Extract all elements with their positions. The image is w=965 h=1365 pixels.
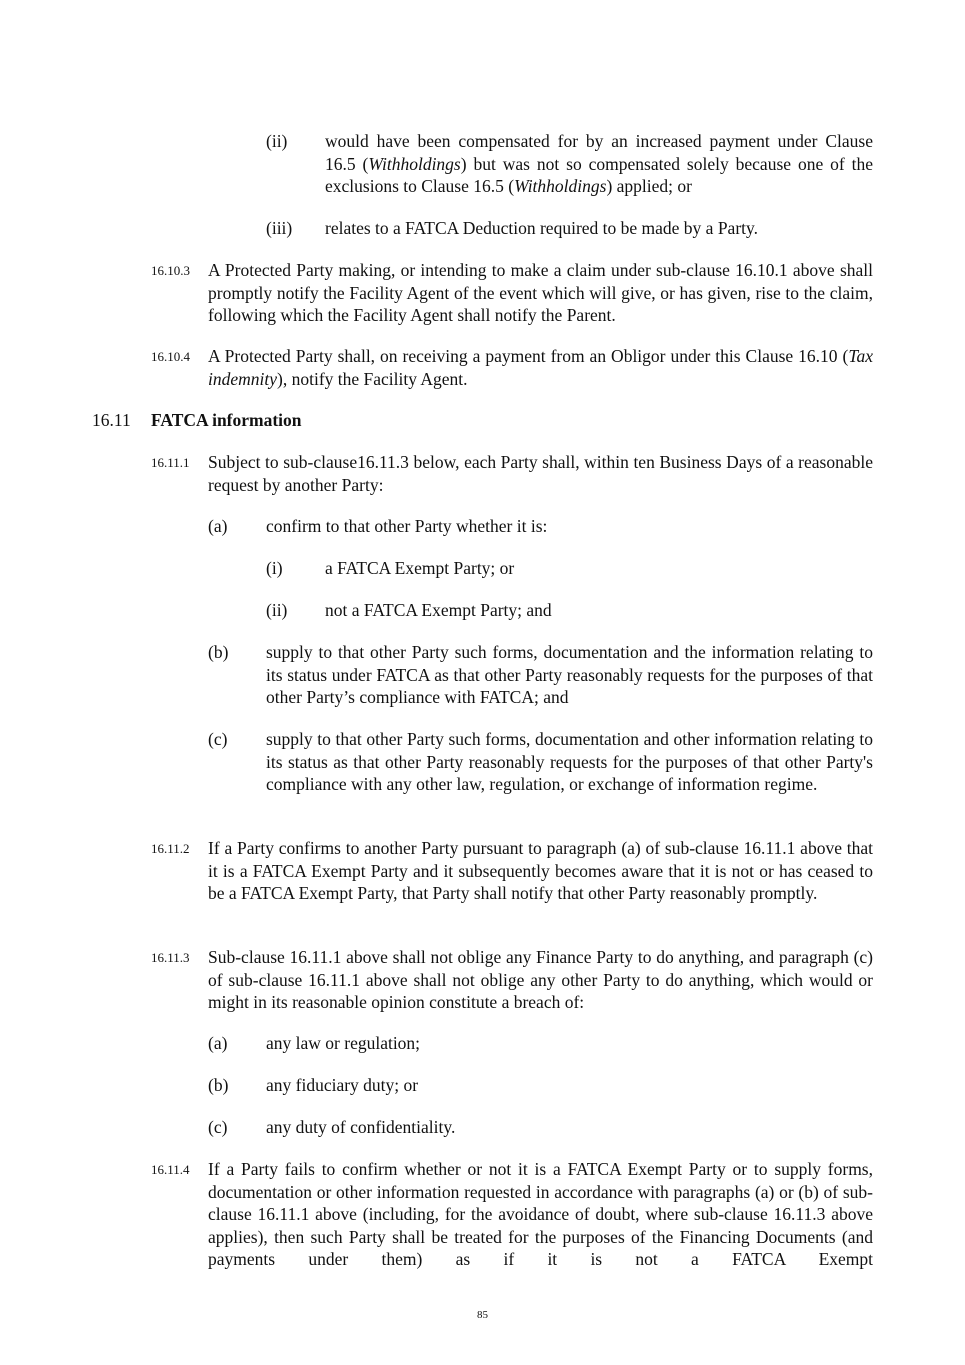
clause-16-11-1-a-ii-text: not a FATCA Exempt Party; and [325,600,552,620]
clause-16-11-1-c-text: supply to that other Party such forms, documentation and other information relating to its status as that other Party reasonably requests for the purposes of that other Party's compliance with any other law, regulation, or exchange of information regime. [266,729,873,794]
clause-16-11-1-a-i-text: a FATCA Exempt Party; or [325,558,515,578]
clause-16-11-1-b-text: supply to that other Party such forms, documentation and the information relating to its status under FATCA as that other Party reasonably requests for the purposes of that other Party’s compliance with FATCA; and [266,642,873,707]
item-ii-text: would have been compensated for by an increased payment under Clause 16.5 (Withholdings) but was not so compensated solely because one of the exclusions to Clause 16.5 (Withholdings) applied; or [325,131,873,196]
clause-16-11-3-b-label: (b) [208,1075,229,1095]
clause-16-11-1-a-i-label: (i) [266,558,283,578]
section-16-11-title: FATCA information [151,410,302,430]
item-ii-label: (ii) [266,131,288,151]
withholdings-ref-1: Withholdings [368,153,461,174]
clause-16-11-1-a-label: (a) [208,516,228,536]
withholdings-ref-2: Withholdings [514,176,607,196]
clause-16-11-1-b-label: (b) [208,642,229,662]
clause-16-11-4-text: If a Party fails to confirm whether or not it is a FATCA Exempt Party or to supply forms, documentation or other information requested in accordance with paragraphs (a) or (b) of sub-clause 16.11.1 above (including, for the avoidance of doubt, where sub-clause 16.11.3 above applies), then such Party shall be treated for the purposes of the Financing Documents (and payments under them) as if it is not a FATCA Exempt [208,1159,873,1269]
clause-16-10-3-number: 16.10.3 [151,263,190,278]
clause-16-11-4-number: 16.11.4 [151,1162,190,1177]
clause-16-11-1-a-ii-label: (ii) [266,600,288,620]
clause-16-10-4-number: 16.10.4 [151,349,190,364]
tax-indemnity-ref: Tax indemnity [208,346,873,389]
clause-16-11-3-a-label: (a) [208,1033,228,1053]
clause-16-11-1-number: 16.11.1 [151,455,190,470]
clause-16-11-3-c-label: (c) [208,1117,228,1137]
clause-16-11-3-text: Sub-clause 16.11.1 above shall not oblige any Finance Party to do anything, and paragraph (c) of sub-clause 16.11.1 above shall not oblige any other Party to do anything, which would or might in its reasonable opinion constitute a breach of: [208,947,873,1012]
clause-16-11-2-text: If a Party confirms to another Party pursuant to paragraph (a) of sub-clause 16.11.1 above that it is a FATCA Exempt Party and it subsequently becomes aware that it is not or has ceased to be a FATCA Exempt Party, that Party shall notify that other Party reasonably promptly. [208,838,873,903]
item-iii-text: relates to a FATCA Deduction required to be made by a Party. [325,218,759,238]
clause-16-10-4-text: A Protected Party shall, on receiving a payment from an Obligor under this Clause 16.10 (Tax indemnity), notify the Facility Agent. [208,346,873,389]
clause-16-11-1-text: Subject to sub-clause16.11.3 below, each Party shall, within ten Business Days of a reasonable request by another Party: [208,452,873,495]
clause-16-11-1-c-label: (c) [208,729,228,749]
clause-16-11-3-number: 16.11.3 [151,950,190,965]
clause-16-10-3-text: A Protected Party making, or intending to make a claim under sub-clause 16.10.1 above shall promptly notify the Facility Agent of the event which will give, or has given, rise to the claim, following which the Facility Agent shall notify the Parent. [208,260,873,325]
clause-16-11-1-a-text: confirm to that other Party whether it is: [266,516,548,536]
clause-16-11-3-c-text: any duty of confidentiality. [266,1117,456,1137]
page-number: 85 [477,1309,488,1321]
item-iii-label: (iii) [266,218,293,238]
section-16-11-number: 16.11 [92,410,131,430]
clause-16-11-2-number: 16.11.2 [151,841,190,856]
clause-16-11-3-b-text: any fiduciary duty; or [266,1075,419,1095]
clause-16-11-3-a-text: any law or regulation; [266,1033,421,1053]
